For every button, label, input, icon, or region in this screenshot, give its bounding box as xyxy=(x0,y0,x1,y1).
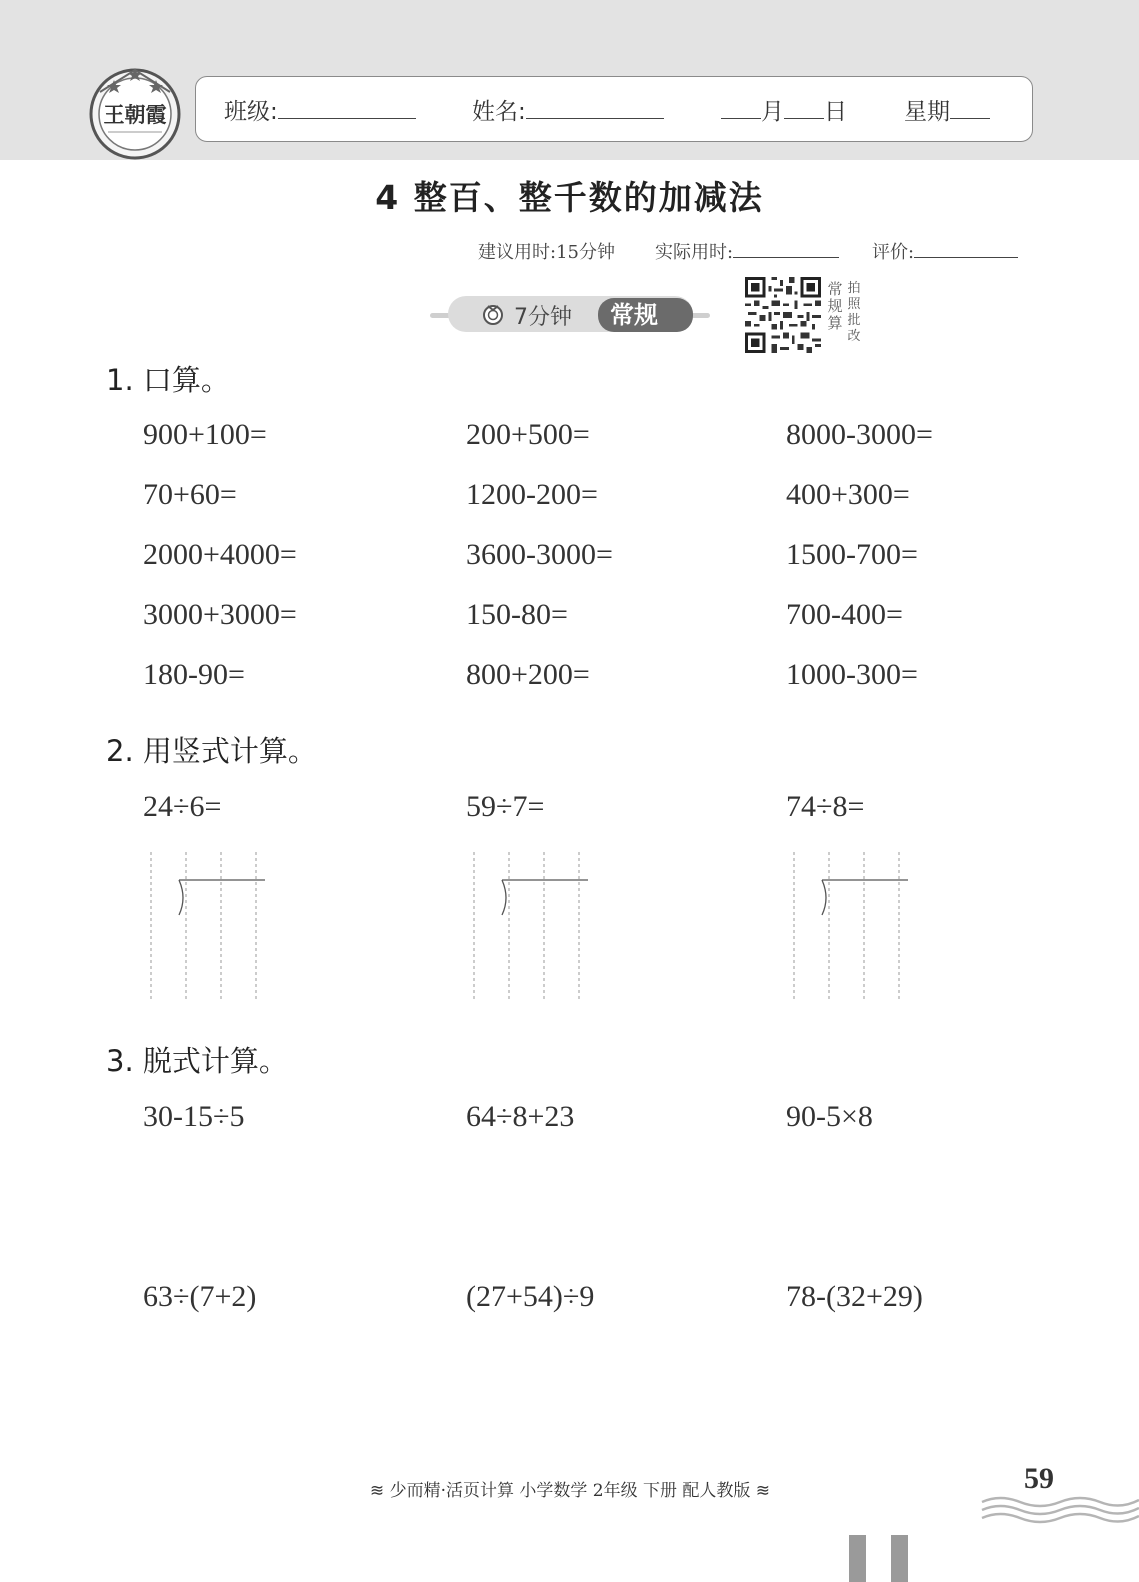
section-1-heading: 1. 口算。 xyxy=(106,363,230,397)
month-blank[interactable] xyxy=(721,98,761,119)
vertical-problem: 74÷8= xyxy=(786,790,865,823)
stepwise-problem: (27+54)÷9 xyxy=(466,1280,595,1313)
mental-problem: 2000+4000= xyxy=(143,538,297,571)
name-blank[interactable] xyxy=(526,98,664,119)
page-edge-tab xyxy=(891,1535,908,1582)
suggested-time: 建议用时:15分钟 xyxy=(478,242,615,263)
stepwise-problem: 30-15÷5 xyxy=(143,1100,245,1133)
vertical-problem: 59÷7= xyxy=(466,790,545,823)
mental-problem: 150-80= xyxy=(466,598,568,631)
qr-code-icon[interactable] xyxy=(744,277,822,353)
stepwise-problem: 78-(32+29) xyxy=(786,1280,923,1313)
mental-problem: 1500-700= xyxy=(786,538,918,571)
class-label: 班级: xyxy=(224,99,278,125)
class-blank[interactable] xyxy=(278,98,416,119)
evaluation-label: 评价: xyxy=(872,242,915,263)
page-edge-tab xyxy=(849,1535,866,1582)
division-work-grid[interactable] xyxy=(470,852,590,1002)
student-info-box xyxy=(195,76,1033,142)
evaluation-blank[interactable] xyxy=(914,241,1018,258)
mental-problem: 1200-200= xyxy=(466,478,598,511)
class-field xyxy=(224,93,416,126)
evaluation-field xyxy=(872,238,1018,264)
mental-problem: 1000-300= xyxy=(786,658,918,691)
mental-problem: 180-90= xyxy=(143,658,245,691)
mental-problem: 70+60= xyxy=(143,478,237,511)
stepwise-problem: 64÷8+23 xyxy=(466,1100,575,1133)
actual-time-label: 实际用时: xyxy=(655,242,734,263)
weekday-label: 星期 xyxy=(904,99,950,125)
page-number: 59 xyxy=(1024,1462,1054,1495)
month-label: 月 xyxy=(761,99,784,125)
medal-icon xyxy=(482,303,504,325)
mental-problem: 700-400= xyxy=(786,598,903,631)
mental-problem: 3600-3000= xyxy=(466,538,613,571)
mental-problem: 400+300= xyxy=(786,478,910,511)
qr-caption-photo: 拍照批改 xyxy=(847,281,861,344)
routine-badge: 常规算 xyxy=(598,298,693,332)
mental-problem: 200+500= xyxy=(466,418,590,451)
day-label: 日 xyxy=(824,99,847,125)
timer-pill-body xyxy=(448,296,693,361)
publisher-logo xyxy=(86,62,184,160)
page-title: 4 整百、整千数的加减法 xyxy=(375,178,764,217)
actual-time-blank[interactable] xyxy=(733,241,839,258)
timer-pill xyxy=(430,296,710,361)
qr-caption-routine: 常规算 xyxy=(827,280,843,332)
timer-duration: 7分钟 xyxy=(514,305,572,330)
name-label: 姓名: xyxy=(472,99,526,125)
mental-problem: 3000+3000= xyxy=(143,598,297,631)
stepwise-problem: 90-5×8 xyxy=(786,1100,873,1133)
date-field xyxy=(721,93,847,126)
wave-decoration-icon xyxy=(980,1488,1139,1524)
division-work-grid[interactable] xyxy=(790,852,910,1002)
section-2-heading: 2. 用竖式计算。 xyxy=(106,734,317,768)
mental-problem: 8000-3000= xyxy=(786,418,933,451)
vertical-problem: 24÷6= xyxy=(143,790,222,823)
weekday-field xyxy=(904,93,990,126)
mental-problem: 900+100= xyxy=(143,418,267,451)
day-blank[interactable] xyxy=(784,98,824,119)
mental-problem: 800+200= xyxy=(466,658,590,691)
stepwise-problem: 63÷(7+2) xyxy=(143,1280,257,1313)
footer-text: ≋ 少而精·活页计算 小学数学 2年级 下册 配人教版 ≋ xyxy=(369,1481,771,1501)
weekday-blank[interactable] xyxy=(950,98,990,119)
svg-text:王朝霞: 王朝霞 xyxy=(103,102,167,127)
division-work-grid[interactable] xyxy=(147,852,267,1002)
name-field xyxy=(472,93,664,126)
actual-time-field xyxy=(655,238,839,264)
section-3-heading: 3. 脱式计算。 xyxy=(106,1044,288,1078)
